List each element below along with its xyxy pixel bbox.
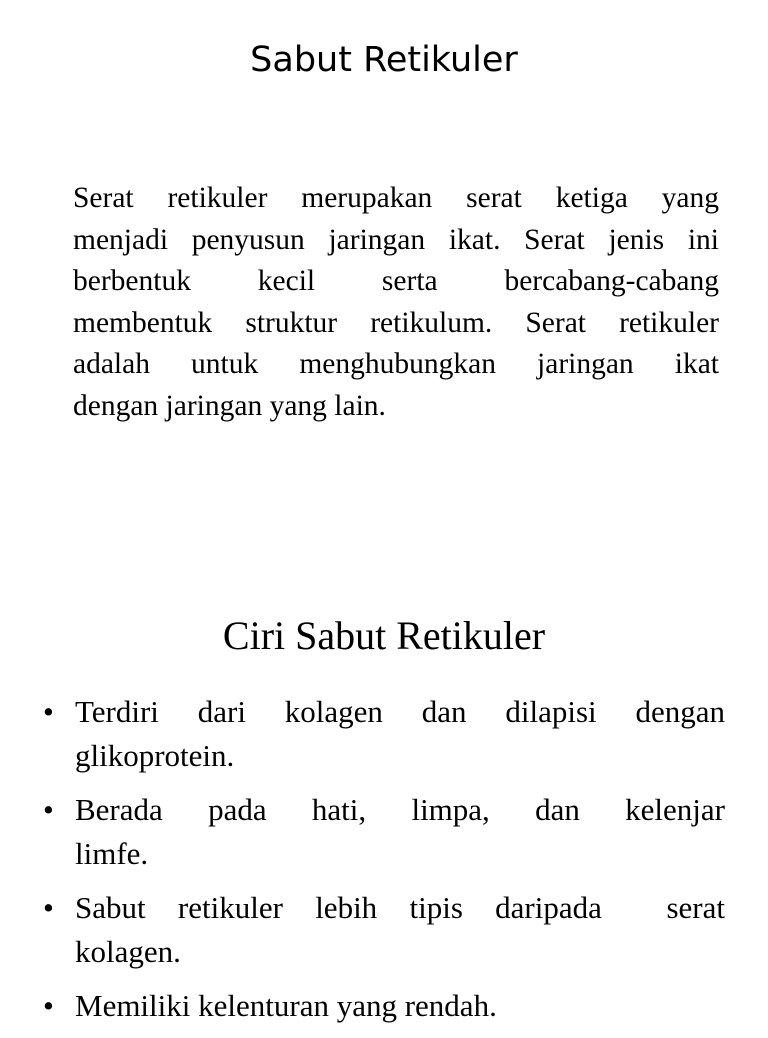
bullet-icon: • bbox=[43, 988, 54, 1023]
bullet-line: Memiliki kelenturan yang rendah. bbox=[75, 988, 497, 1023]
bullet-line: Terdiri dari kolagen dan dilapisi dengan bbox=[75, 694, 725, 729]
paragraph-line: membentuk struktur retikulum. Serat retikuler bbox=[73, 306, 719, 339]
paragraph-line: dengan jaringan yang lain. bbox=[73, 389, 386, 422]
bullet-icon: • bbox=[43, 792, 54, 827]
bullet-item bbox=[43, 886, 725, 974]
bullet-line: glikoprotein. bbox=[75, 738, 235, 773]
bullet-line: limfe. bbox=[75, 836, 149, 871]
slide1-title: Sabut Retikuler bbox=[250, 40, 518, 80]
bullet-icon: • bbox=[43, 890, 54, 925]
bullet-line: kolagen. bbox=[75, 934, 181, 969]
slide2-title: Ciri Sabut Retikuler bbox=[222, 613, 546, 658]
bullet-item bbox=[43, 788, 725, 876]
paragraph-line: menjadi penyusun jaringan ikat. Serat jenis ini bbox=[73, 223, 719, 256]
bullet-item bbox=[43, 690, 725, 778]
paragraph-line: adalah untuk menghubungkan jaringan ikat bbox=[73, 348, 719, 380]
bullet-line: Berada pada hati, limpa, dan kelenjar bbox=[75, 792, 725, 827]
paragraph-line: Serat retikuler merupakan serat ketiga yang bbox=[73, 182, 719, 214]
bullet-item bbox=[43, 984, 725, 1028]
paragraph-line: berbentuk kecil serta bercabang-cabang bbox=[73, 265, 719, 297]
slide1-paragraph bbox=[73, 178, 719, 427]
bullet-line: Sabut retikuler lebih tipis daripada serat bbox=[75, 890, 725, 925]
bullet-icon: • bbox=[43, 694, 54, 729]
bullet-list bbox=[43, 690, 725, 1038]
